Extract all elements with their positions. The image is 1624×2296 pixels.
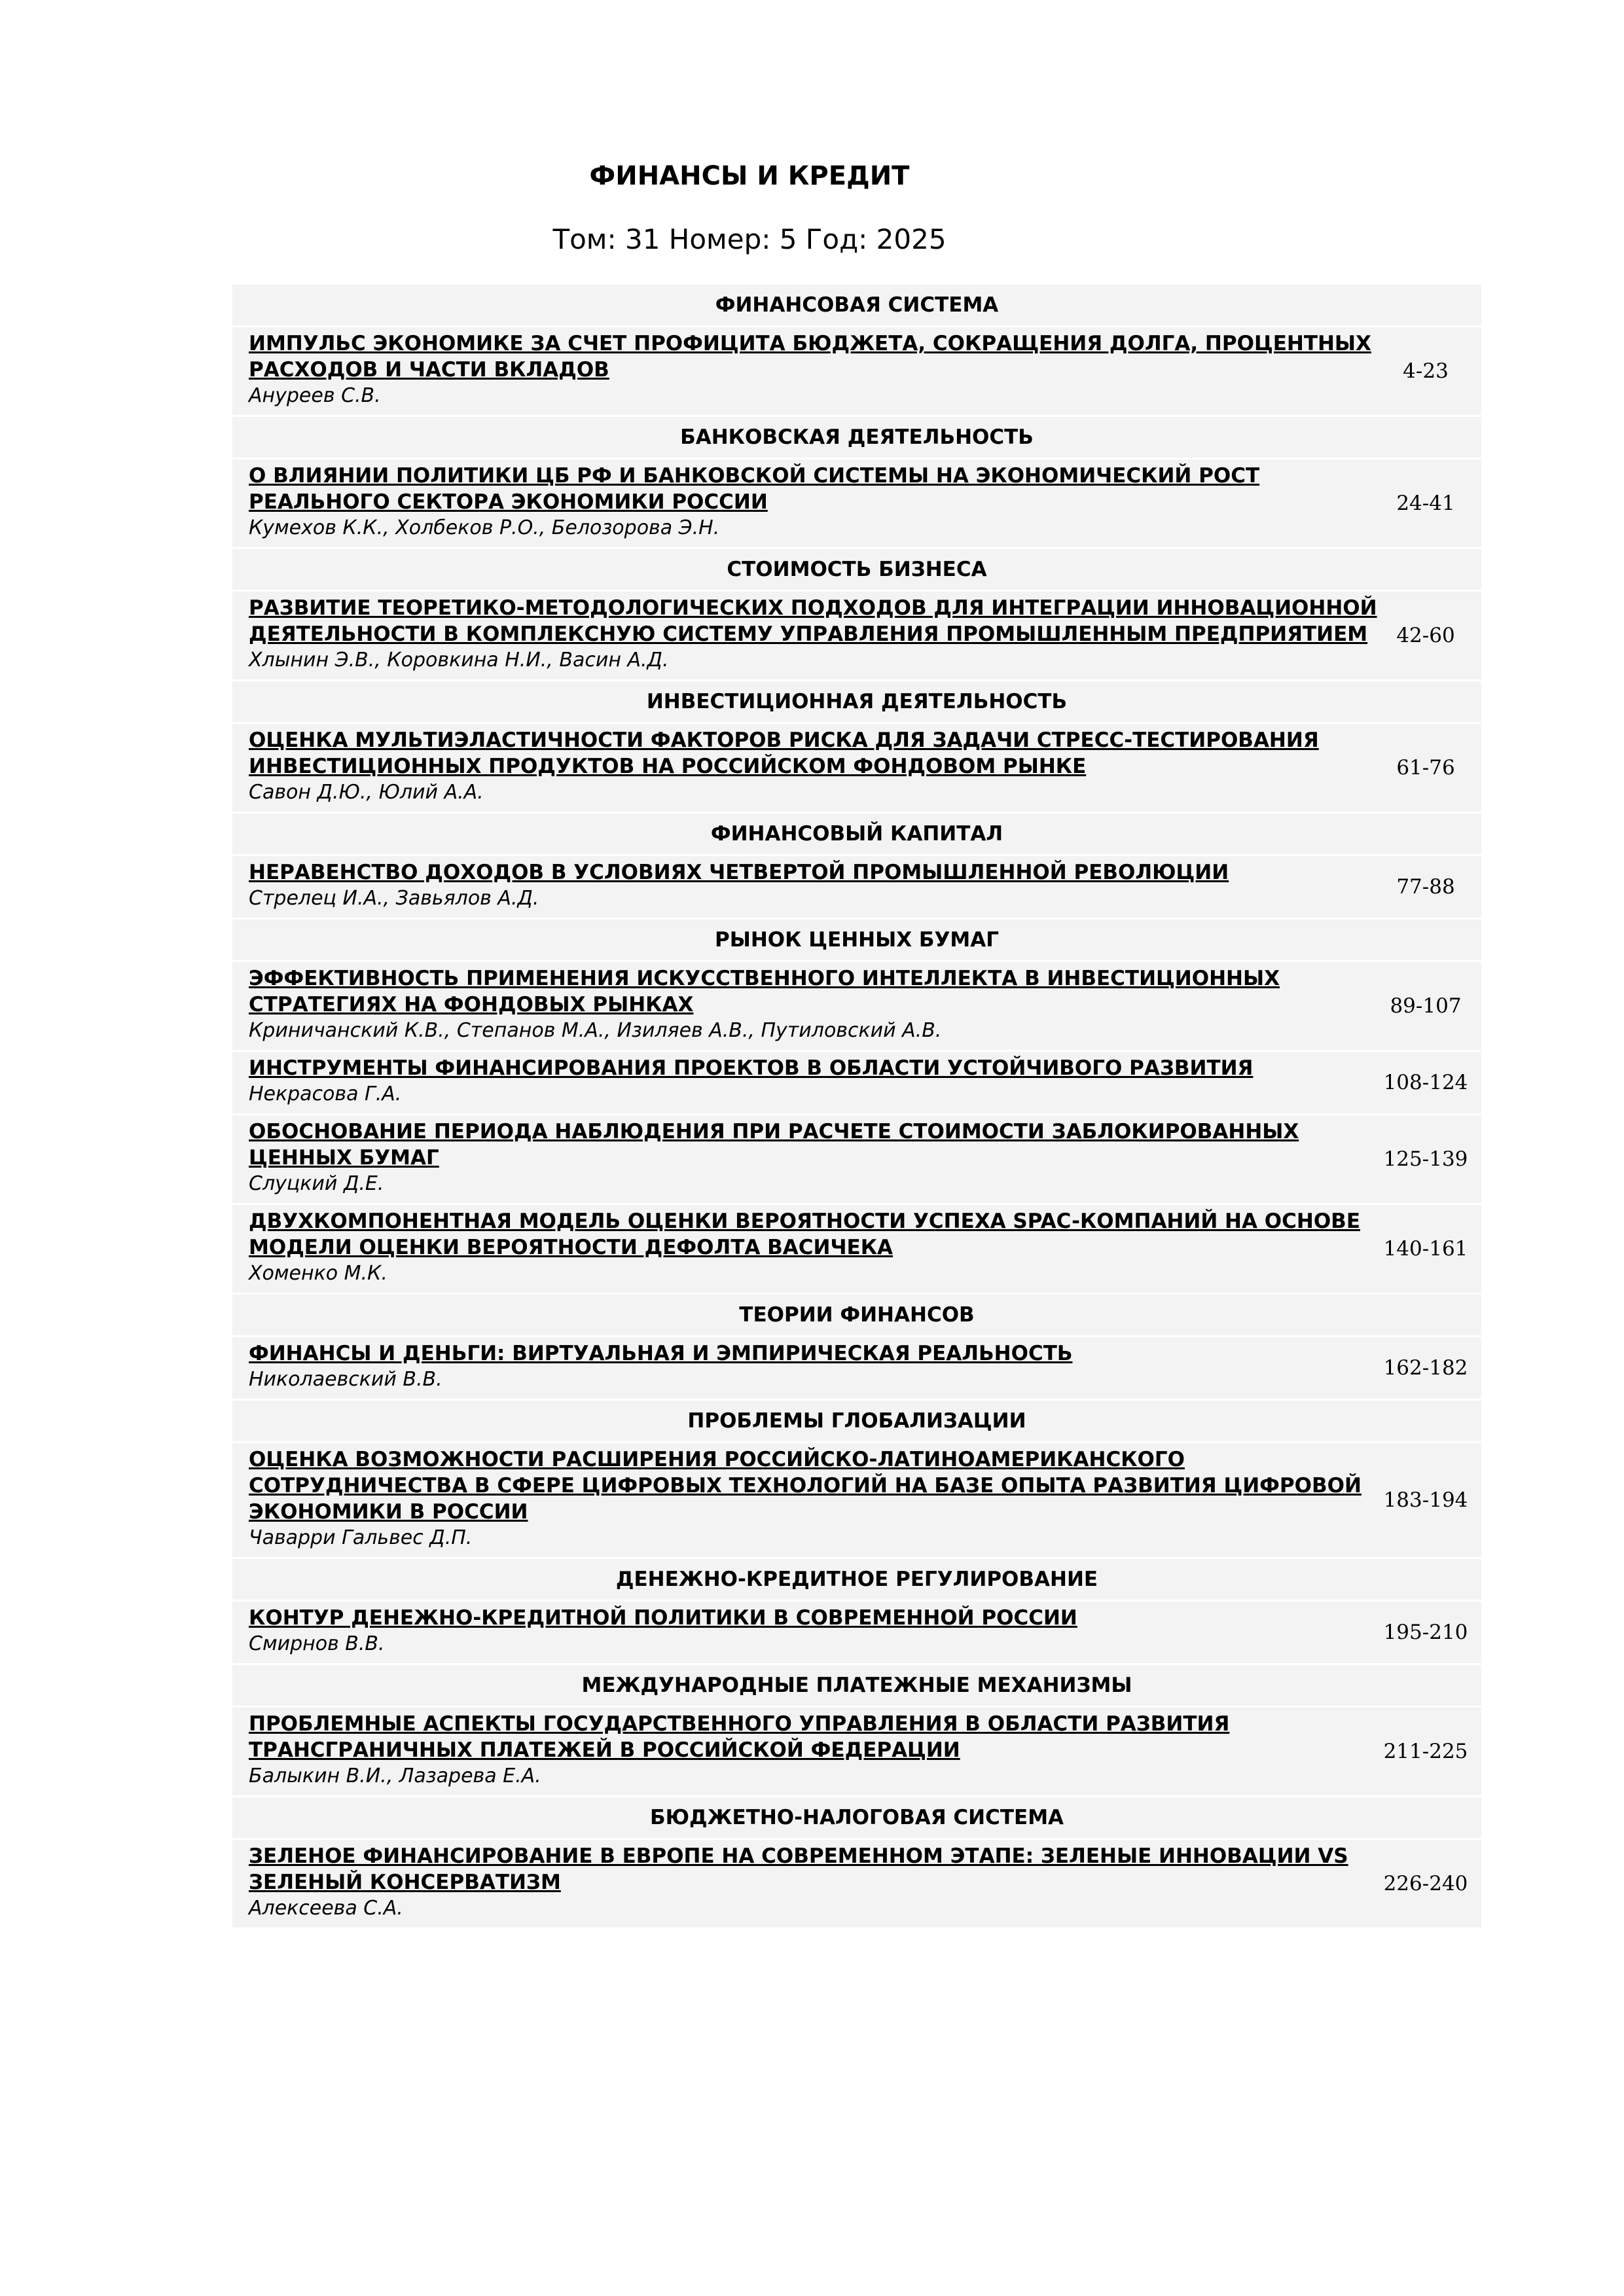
article-row — [232, 1337, 1481, 1401]
section-heading: ФИНАНСОВЫЙ КАПИТАЛ — [232, 814, 1481, 856]
article-row — [232, 459, 1481, 549]
article-authors: Слуцкий Д.Е. — [249, 1172, 384, 1195]
article-row — [232, 1205, 1481, 1295]
article-pages: 162-182 — [1383, 1356, 1468, 1380]
table-of-contents — [232, 285, 1481, 1929]
article-authors: Савон Д.Ю., Юлий А.А. — [249, 781, 484, 804]
article-row — [232, 1708, 1481, 1797]
article-authors: Алексеева С.А. — [249, 1897, 403, 1920]
article-row — [232, 1052, 1481, 1115]
section-heading: МЕЖДУНАРОДНЫЕ ПЛАТЕЖНЫЕ МЕХАНИЗМЫ — [232, 1665, 1481, 1708]
section-heading: БАНКОВСКАЯ ДЕЯТЕЛЬНОСТЬ — [232, 417, 1481, 459]
article-authors: Криничанский К.В., Степанов М.А., Изиляев А.В., Путиловский А.В. — [249, 1019, 942, 1042]
article-authors: Николаевский В.В. — [249, 1368, 442, 1391]
article-pages: 108-124 — [1383, 1071, 1468, 1094]
article-authors: Некрасова Г.А. — [249, 1083, 402, 1105]
section-heading: ТЕОРИИ ФИНАНСОВ — [232, 1295, 1481, 1337]
article-row — [232, 724, 1481, 814]
article-authors: Ануреев С.В. — [249, 384, 381, 407]
section-heading: ФИНАНСОВАЯ СИСТЕМА — [232, 285, 1481, 327]
article-title-link[interactable]: ИМПУЛЬС ЭКОНОМИКЕ ЗА СЧЕТ ПРОФИЦИТА БЮДЖЕТА, СОКРАЩЕНИЯ ДОЛГА, ПРОЦЕНТНЫХ РАСХОДОВ И ЧАСТИ ВКЛАДОВ — [249, 332, 1371, 382]
article-title-link[interactable]: ЗЕЛЕНОЕ ФИНАНСИРОВАНИЕ В ЕВРОПЕ НА СОВРЕМЕННОМ ЭТАПЕ: ЗЕЛЕНЫЕ ИННОВАЦИИ VS ЗЕЛЕНЫЙ КОНСЕРВАТИЗМ — [249, 1844, 1348, 1894]
article-title-link[interactable]: НЕРАВЕНСТВО ДОХОДОВ В УСЛОВИЯХ ЧЕТВЕРТОЙ ПРОМЫШЛЕННОЙ РЕВОЛЮЦИИ — [249, 861, 1229, 884]
section-heading: РЫНОК ЦЕННЫХ БУМАГ — [232, 920, 1481, 962]
article-title-link[interactable]: ПРОБЛЕМНЫЕ АСПЕКТЫ ГОСУДАРСТВЕННОГО УПРАВЛЕНИЯ В ОБЛАСТИ РАЗВИТИЯ ТРАНСГРАНИЧНЫХ ПЛАТЕЖЕЙ В РОССИЙСКОЙ ФЕДЕРАЦИИ — [249, 1712, 1230, 1762]
section-heading: ДЕНЕЖНО-КРЕДИТНОЕ РЕГУЛИРОВАНИЕ — [232, 1559, 1481, 1602]
section-heading: СТОИМОСТЬ БИЗНЕСА — [232, 549, 1481, 592]
article-row — [232, 1840, 1481, 1929]
article-row — [232, 1115, 1481, 1205]
article-pages: 125-139 — [1383, 1147, 1468, 1171]
section-heading: ПРОБЛЕМЫ ГЛОБАЛИЗАЦИИ — [232, 1401, 1481, 1443]
article-title-link[interactable]: РАЗВИТИЕ ТЕОРЕТИКО-МЕТОДОЛОГИЧЕСКИХ ПОДХОДОВ ДЛЯ ИНТЕГРАЦИИ ИННОВАЦИОННОЙ ДЕЯТЕЛЬНОСТИ В КОМПЛЕКСНУЮ СИСТЕМУ УПРАВЛЕНИЯ ПРОМЫШЛЕННЫМ ПРЕДПРИЯТИЕМ — [249, 596, 1377, 646]
article-title-link[interactable]: ОЦЕНКА МУЛЬТИЭЛАСТИЧНОСТИ ФАКТОРОВ РИСКА ДЛЯ ЗАДАЧИ СТРЕСС-ТЕСТИРОВАНИЯ ИНВЕСТИЦИОННЫХ ПРОДУКТОВ НА РОССИЙСКОМ ФОНДОВОМ РЫНКЕ — [249, 728, 1319, 778]
article-pages: 42-60 — [1396, 624, 1455, 647]
article-pages: 89-107 — [1390, 994, 1462, 1018]
article-authors: Стрелец И.А., Завьялов А.Д. — [249, 887, 539, 910]
article-pages: 183-194 — [1383, 1488, 1468, 1512]
journal-title: ФИНАНСЫ И КРЕДИТ — [589, 161, 910, 191]
article-pages: 226-240 — [1383, 1872, 1468, 1895]
article-authors: Чаварри Гальвес Д.П. — [249, 1526, 473, 1549]
article-authors: Балыкин В.И., Лазарева Е.А. — [249, 1765, 541, 1787]
article-title-link[interactable]: ОБОСНОВАНИЕ ПЕРИОДА НАБЛЮДЕНИЯ ПРИ РАСЧЕТЕ СТОИМОСТИ ЗАБЛОКИРОВАННЫХ ЦЕННЫХ БУМАГ — [249, 1120, 1299, 1170]
article-row — [232, 962, 1481, 1052]
article-pages: 195-210 — [1383, 1621, 1468, 1644]
article-title-link[interactable]: ИНСТРУМЕНТЫ ФИНАНСИРОВАНИЯ ПРОЕКТОВ В ОБЛАСТИ УСТОЙЧИВОГО РАЗВИТИЯ — [249, 1056, 1254, 1080]
article-row — [232, 856, 1481, 920]
article-pages: 77-88 — [1396, 875, 1455, 899]
article-title-link[interactable]: О ВЛИЯНИИ ПОЛИТИКИ ЦБ РФ И БАНКОВСКОЙ СИСТЕМЫ НА ЭКОНОМИЧЕСКИЙ РОСТ РЕАЛЬНОГО СЕКТОРА ЭКОНОМИКИ РОССИИ — [249, 464, 1260, 514]
article-title-link[interactable]: ОЦЕНКА ВОЗМОЖНОСТИ РАСШИРЕНИЯ РОССИЙСКО-ЛАТИНОАМЕРИКАНСКОГО СОТРУДНИЧЕСТВА В СФЕРЕ ЦИФРОВЫХ ТЕХНОЛОГИЙ НА БАЗЕ ОПЫТА РАЗВИТИЯ ЦИФРОВОЙ ЭКОНОМИКИ В РОССИИ — [249, 1448, 1362, 1524]
article-row — [232, 592, 1481, 681]
section-heading: БЮДЖЕТНО-НАЛОГОВАЯ СИСТЕМА — [232, 1797, 1481, 1840]
article-pages: 140-161 — [1383, 1237, 1468, 1261]
article-pages: 61-76 — [1396, 756, 1455, 780]
article-row — [232, 327, 1481, 417]
article-pages: 211-225 — [1383, 1740, 1468, 1763]
issue-info: Том: 31 Номер: 5 Год: 2025 — [552, 223, 947, 255]
article-authors: Хоменко М.К. — [249, 1262, 388, 1285]
article-authors: Хлынин Э.В., Коровкина Н.И., Васин А.Д. — [249, 649, 669, 672]
section-heading: ИНВЕСТИЦИОННАЯ ДЕЯТЕЛЬНОСТЬ — [232, 681, 1481, 724]
article-title-link[interactable]: ЭФФЕКТИВНОСТЬ ПРИМЕНЕНИЯ ИСКУССТВЕННОГО ИНТЕЛЛЕКТА В ИНВЕСТИЦИОННЫХ СТРАТЕГИЯХ НА ФОНДОВЫХ РЫНКАХ — [249, 967, 1280, 1016]
article-authors: Кумехов К.К., Холбеков Р.О., Белозорова Э.Н. — [249, 516, 720, 539]
article-row — [232, 1443, 1481, 1559]
article-pages: 4-23 — [1403, 359, 1449, 383]
article-title-link[interactable]: ДВУХКОМПОНЕНТНАЯ МОДЕЛЬ ОЦЕНКИ ВЕРОЯТНОСТИ УСПЕХА SPAC-КОМПАНИЙ НА ОСНОВЕ МОДЕЛИ ОЦЕНКИ ВЕРОЯТНОСТИ ДЕФОЛТА ВАСИЧЕКА — [249, 1210, 1360, 1259]
article-title-link[interactable]: КОНТУР ДЕНЕЖНО-КРЕДИТНОЙ ПОЛИТИКИ В СОВРЕМЕННОЙ РОССИИ — [249, 1606, 1077, 1630]
article-title-link[interactable]: ФИНАНСЫ И ДЕНЬГИ: ВИРТУАЛЬНАЯ И ЭМПИРИЧЕСКАЯ РЕАЛЬНОСТЬ — [249, 1342, 1073, 1365]
article-row — [232, 1602, 1481, 1665]
article-pages: 24-41 — [1396, 492, 1455, 515]
article-authors: Смирнов В.В. — [249, 1632, 385, 1655]
